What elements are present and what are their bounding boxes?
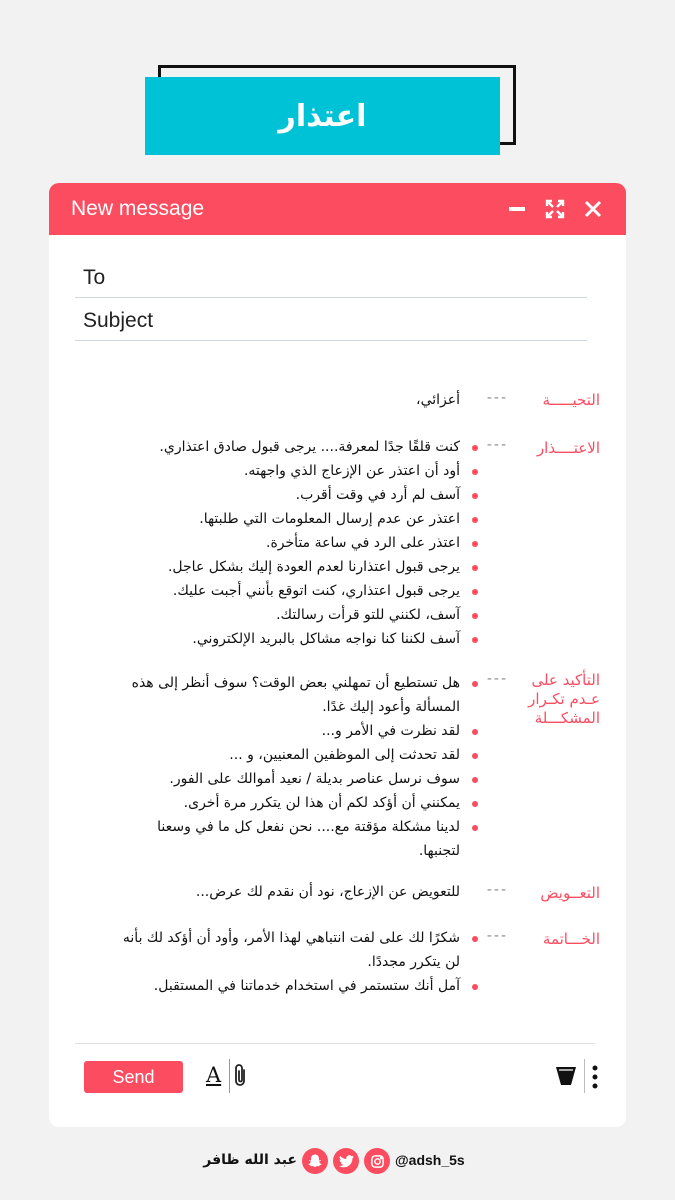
list-item: هل تستطيع أن تمهلني بعض الوقت؟ سوف أنظر إلى هذه المسألة وأعود إليك غدًا. [115, 671, 460, 719]
bullet-icon [472, 777, 478, 783]
toolbar-separator [229, 1059, 230, 1093]
greeting-text: أعزائي، [416, 392, 460, 408]
bullet-icon [472, 753, 478, 759]
footer [0, 1148, 675, 1176]
subject-field[interactable] [75, 301, 587, 341]
greeting-label: التحيـــــة [542, 391, 600, 409]
compensation-dashes: --- [486, 882, 508, 898]
banner-title: اعتذار [278, 98, 367, 134]
window-titlebar [49, 183, 626, 235]
bullet-icon [472, 469, 478, 475]
list-item: اعتذر عن عدم إرسال المعلومات التي طلبتها. [115, 507, 460, 531]
list-item: كنت قلقًا جدًا لمعرفة.... يرجى قبول صادق اعتذاري. [115, 435, 460, 459]
bullet-icon [472, 637, 478, 643]
bullet-icon [472, 445, 478, 451]
list-item: يرجى قبول اعتذارنا لعدم العودة إليك بشكل عاجل. [115, 555, 460, 579]
more-options-icon[interactable] [592, 1065, 598, 1089]
closing-dashes: --- [486, 928, 508, 944]
to-label: To [83, 265, 106, 289]
bullet-icon [472, 517, 478, 523]
bullet-icon [472, 541, 478, 547]
bullet-icon [472, 801, 478, 807]
list-item: سوف نرسل عناصر بديلة / نعيد أموالك على الفور. [115, 767, 460, 791]
send-button[interactable]: Send [84, 1061, 183, 1093]
list-item: آسف لم أرد في وقت أقرب. [115, 483, 460, 507]
social-handle: @adsh_5s [395, 1152, 465, 1168]
assurance-label: التأكيد على عـدم تكـرار المشكـــلة [528, 671, 600, 727]
compensation-label: التعــويض [540, 884, 600, 902]
bullet-icon [472, 565, 478, 571]
list-item: آسف لكننا كنا نواجه مشاكل بالبريد الإلكتروني. [115, 627, 460, 651]
list-item: يمكنني أن أؤكد لكم أن هذا لن يتكرر مرة أخرى. [115, 791, 460, 815]
list-item: لدينا مشكلة مؤقتة مع.... نحن نفعل كل ما في وسعنا لتجنبها. [115, 815, 460, 863]
list-item: آسف، لكنني للتو قرأت رسالتك. [115, 603, 460, 627]
bullet-icon [472, 936, 478, 942]
list-item: اعتذر على الرد في ساعة متأخرة. [115, 531, 460, 555]
snapchat-icon[interactable] [302, 1148, 328, 1174]
close-icon[interactable] [582, 198, 604, 220]
list-item: آمل أنك ستستمر في استخدام خدماتنا في المستقبل. [115, 974, 460, 998]
attachment-icon[interactable] [232, 1063, 250, 1089]
window-title: New message [71, 197, 205, 220]
apology-label: الاعتــــذار [536, 439, 600, 457]
assurance-dashes: --- [486, 671, 508, 687]
apology-dashes: --- [486, 437, 508, 453]
twitter-icon[interactable] [333, 1148, 359, 1174]
to-field[interactable] [75, 258, 587, 298]
bullet-icon [472, 681, 478, 687]
compose-window [49, 183, 626, 1127]
list-item: شكرًا لك على لفت انتباهي لهذا الأمر، وأود أن أؤكد لك بأنه لن يتكرر مجددًا. [115, 926, 460, 974]
closing-label: الخـــاتمة [542, 930, 600, 948]
toolbar-divider [75, 1043, 595, 1044]
closing-list [115, 926, 460, 998]
greeting-dashes: --- [486, 390, 508, 406]
apology-list [115, 435, 460, 651]
bullet-icon [472, 825, 478, 831]
bullet-icon [472, 493, 478, 499]
expand-icon[interactable] [544, 198, 566, 220]
compensation-text: للتعويض عن الإزعاج، نود أن نقدم لك عرض... [195, 884, 460, 900]
bullet-icon [472, 729, 478, 735]
bullet-icon [472, 613, 478, 619]
list-item: أود أن اعتذر عن الإزعاج الذي واجهته. [115, 459, 460, 483]
assurance-list [115, 671, 460, 863]
toolbar-separator [584, 1059, 585, 1093]
trash-icon[interactable] [555, 1065, 577, 1087]
format-text-icon[interactable]: A [206, 1063, 222, 1087]
author-name: عبد الله ظافر [203, 1152, 297, 1168]
minimize-icon[interactable] [506, 198, 528, 220]
title-banner [145, 77, 500, 155]
bullet-icon [472, 984, 478, 990]
instagram-icon[interactable] [364, 1148, 390, 1174]
list-item: لقد نظرت في الأمر و... [115, 719, 460, 743]
list-item: لقد تحدثت إلى الموظفين المعنيين، و ... [115, 743, 460, 767]
list-item: يرجى قبول اعتذاري، كنت اتوقع بأنني أجبت عليك. [115, 579, 460, 603]
subject-label: Subject [83, 308, 154, 332]
bullet-icon [472, 589, 478, 595]
